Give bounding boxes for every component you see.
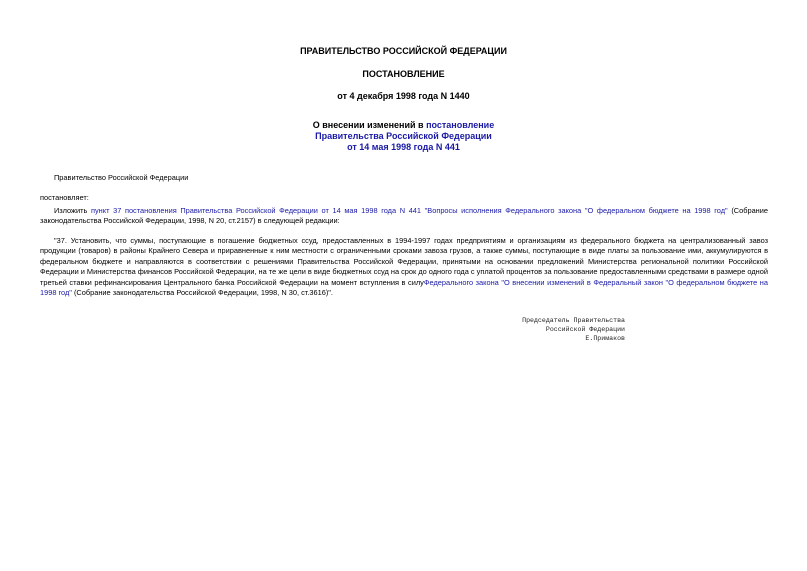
quote-link-federal-law[interactable]: Федерального закона "О внесении изменений в Федеральный закон "О федеральном бюджете на 1998 год" bbox=[40, 277, 769, 298]
issuer-text: Правительство Российской Федерации bbox=[54, 173, 189, 182]
title-link-government[interactable]: Правительства Российской Федерации bbox=[315, 131, 492, 141]
quoted-paragraph bbox=[40, 236, 768, 298]
paragraph-suffix: (Собрание законодательства Российской Федерации, 1998, N 20, ст.2157) в следующей редакции: bbox=[40, 206, 768, 226]
title-link-date[interactable]: от 14 мая 1998 года N 441 bbox=[347, 142, 460, 152]
quote-suffix: (Собрание законодательства Российской Федерации, 1998, N 30, ст.3616)". bbox=[71, 288, 333, 298]
document-title bbox=[0, 120, 807, 153]
government-heading: ПРАВИТЕЛЬСТВО РОССИЙСКОЙ ФЕДЕРАЦИИ bbox=[300, 46, 507, 56]
paragraph-link-point-37[interactable]: пункт 37 постановления Правительства Российской Федерации от 14 мая 1998 года N 441 "Вопросы исполнения Федерального закона "О федеральном бюджете на 1998 год" bbox=[90, 206, 728, 215]
signature-block bbox=[480, 316, 625, 344]
quote-text: "37. Установить, что суммы, поступающие в погашение бюджетных ссуд, предоставленных в 1994-1997 годах предприятиям и организациям из федерального бюджета на централизованный завоз продукции (товаров) в районы Крайнего Севера и приравненные к ним местности с ограниченными сроками завоза грузов, а также суммы, поступающие в виде платы за пользование ими, аккумулируются в федеральном бюджете и направляются в соответствии с решениями Правительства Российской Федерации, принятыми на основании предложений Министерства региональной политики Российской Федерации и Министерства финансов Российской Федерации, на те же цели в виде бюджетных ссуд на срок до одного года с уплатой процентов за пользование предоставленными средствами в размере одной третьей ставки рефинансирования Центрального банка Российской Федерации на момент вступления в силу bbox=[40, 236, 768, 287]
title-prefix: О внесении изменений в bbox=[312, 120, 427, 130]
paragraph-prefix: Изложить bbox=[54, 206, 91, 215]
paragraph-amendment bbox=[40, 206, 768, 227]
signature-position: Председатель Правительства bbox=[522, 317, 625, 324]
decrees-text: постановляет: bbox=[40, 193, 89, 202]
document-type-heading: ПОСТАНОВЛЕНИЕ bbox=[362, 69, 445, 79]
signature-organization: Российской Федерации bbox=[545, 326, 625, 334]
signature-name: Е.Примаков bbox=[585, 335, 625, 343]
title-link-resolution[interactable]: постановление bbox=[426, 120, 495, 130]
document-date-number: от 4 декабря 1998 года N 1440 bbox=[337, 91, 470, 101]
